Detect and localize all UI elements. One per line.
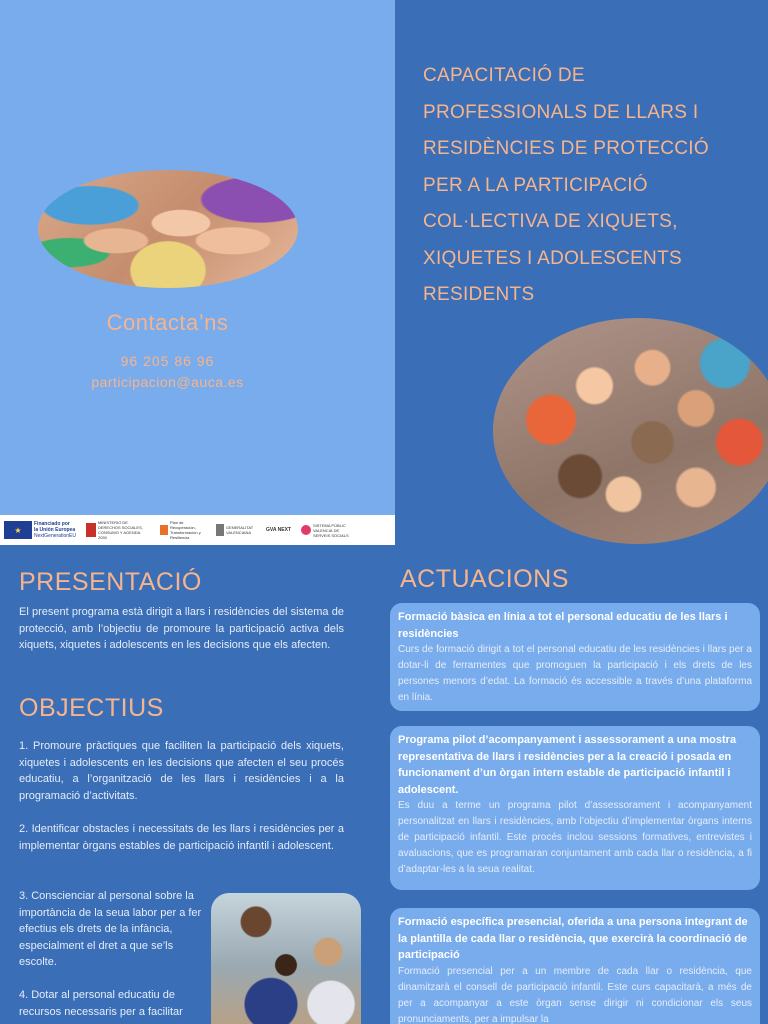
card-1-title: Formació bàsica en línia a tot el personal educatiu de les llars i residències <box>398 611 728 640</box>
main-title: CAPACITACIÓ DE PROFESSIONALS DE LLARS I RESIDÈNCIES DE PROTECCIÓ PER A LA PARTICIPACIÓ COL·LECTIVA DE XIQUETS, XIQUETES I ADOLESCENTS RESIDENTS <box>423 65 709 305</box>
presentacio-text: El present programa està dirigit a llars i residències del sistema de protecció, amb l’objectiu de promoure la participació activa dels xiquets, xiquetes i adolescents en les decisions que els afecten. <box>19 606 344 651</box>
objectiu-1: 1. Promoure pràctiques que faciliten la participació dels xiquets, xiquetes i adolescents en les decisions que afecten el seu procés educatiu, a l’organització de les llars i residències i a la programació d’activitats. <box>19 740 344 802</box>
gva-next-logo: GVA NEXT <box>265 526 291 533</box>
ministry-logo: MINISTERIO DE DERECHOS SOCIALES, CONSUMO Y AGENDA 2030 <box>86 520 150 540</box>
card-2-title: Programa pilot d’acompanyament i assessorament a una mostra representativa de llars i residències per a la creació i posada en funcionament d’un òrgan intern estable de participació infantil i adolescent. <box>398 734 737 796</box>
contact-phone[interactable]: 96 205 86 96 <box>120 353 215 369</box>
heart-icon <box>301 525 311 535</box>
objectiu-2: 2. Identificar obstacles i necessitats de les llars i residències per a implementar òrgans estables de participació infantil i adolescent. <box>19 823 344 852</box>
contact-email[interactable]: participacion@auca.es <box>91 374 244 390</box>
plan-icon <box>160 525 168 535</box>
eu-logo: ★ Financiado por la Unión Europea NextGenerationEU <box>4 521 76 539</box>
contact-title: Contacta’ns <box>106 310 229 335</box>
card-3-body: Formació presencial per a un membre de cada llar o residència, que dinamitzarà el consell de participació infantil. Este curs capacitarà, a més de per a acompanyar a este òrgan sense dirigir ni condicionar els seus pronunciaments, per a impulsar la <box>398 965 752 1024</box>
funding-logos-bar <box>0 515 395 545</box>
actuacio-card-2 <box>390 726 760 890</box>
actuacio-card-3 <box>390 908 760 1024</box>
actuacio-card-1 <box>390 603 760 711</box>
hands-together-image <box>38 170 298 288</box>
card-2-body: Es duu a terme un programa pilot d’assessorament i acompanyament personalitzat en llars i residències, amb l’objectiu d’implementar òrgans interns de participació infantil. Este procés inclou sessions formatives, entrevistes i avaluacions, que es programaran conjuntament amb cada llar o residència, a fi d’adaptar-les a la seua realitat. <box>398 800 752 875</box>
objectius-heading: OBJECTIUS <box>19 694 164 722</box>
objectiu-4: 4. Dotar al personal educatiu de recursos necessaris per a facilitar <box>19 989 183 1018</box>
actuacions-heading: ACTUACIONS <box>400 565 569 593</box>
presentacio-heading: PRESENTACIÓ <box>19 568 202 596</box>
objectiu-3: 3. Conscienciar al personal sobre la importància de la seua labor per a fer efectius els drets de la infància, especialment el dret a que se’ls escolte. <box>19 890 202 968</box>
social-services-logo: SISTEMA PÚBLIC VALENCIÀ DE SERVEIS SOCIALS <box>301 523 353 538</box>
gva-emblem-icon <box>216 524 224 536</box>
recovery-plan-logo: Plan de Recuperación, Transformación y Resiliencia <box>160 520 206 540</box>
gva-logo: GENERALITAT VALENCIANA <box>216 524 256 536</box>
eu-flag-icon: ★ <box>4 521 32 539</box>
coat-of-arms-icon <box>86 523 96 537</box>
classroom-image <box>211 893 361 1024</box>
card-3-title: Formació específica presencial, oferida a una persona integrant de la plantilla de cada llar o residència, que exercirà la coordinació de participació <box>398 916 748 961</box>
card-1-body: Curs de formació dirigit a tot el personal educatiu de les residències i llars per a dotar-li de ferramentes que promoguen la participació i els drets de les persones menors d’edat. La formació és accessible a través d’una plataforma en línia. <box>398 644 752 703</box>
children-circle-image <box>493 318 768 544</box>
